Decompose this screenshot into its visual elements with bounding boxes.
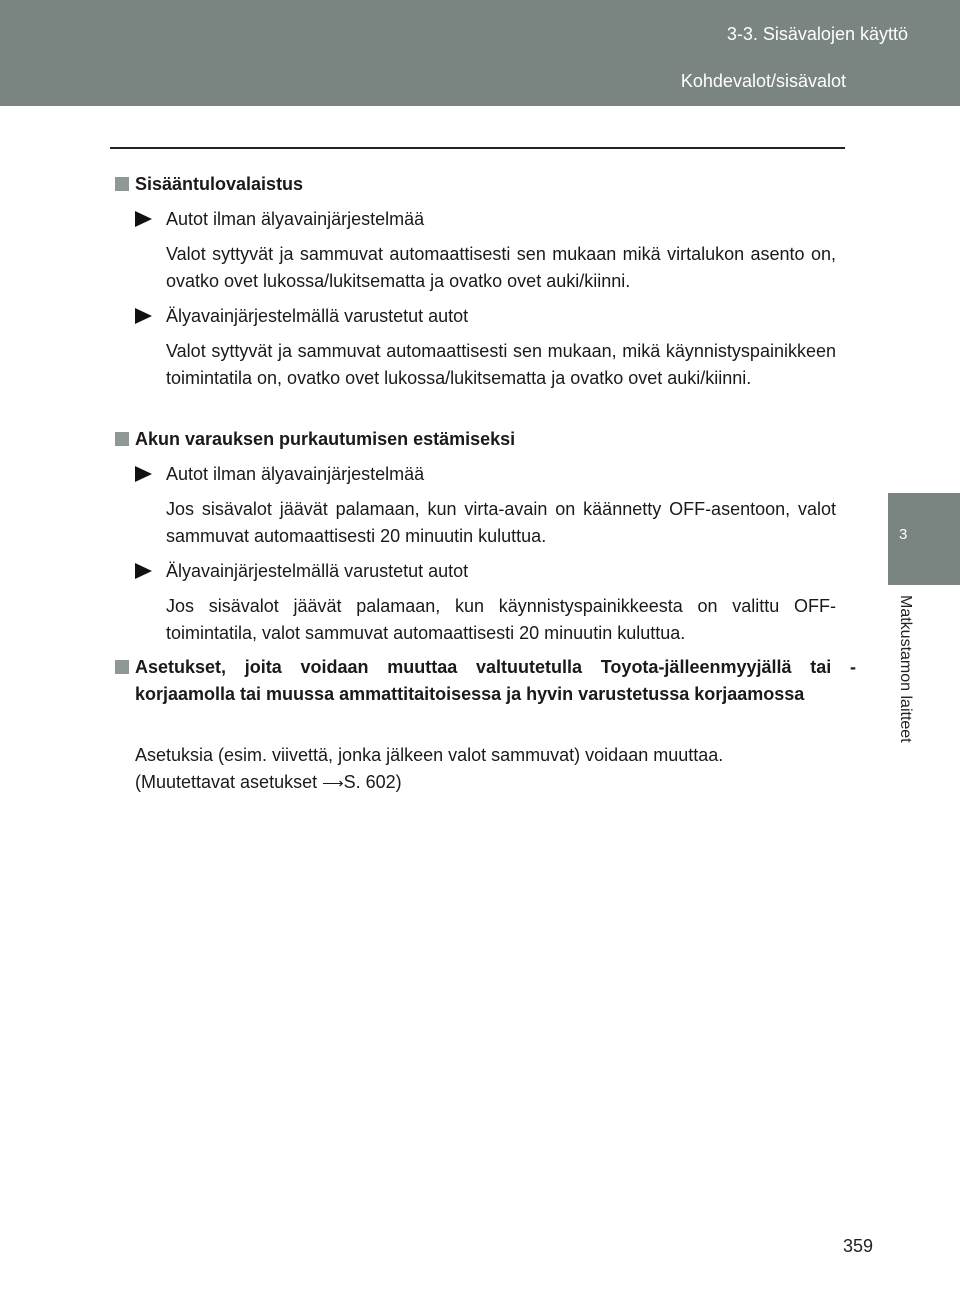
heading-text: Akun varauksen purkautumisen estämiseksi [135, 429, 516, 449]
bullet-text: Autot ilman älyavainjärjestelmää [166, 464, 425, 484]
chapter-title: Matkustamon laitteet [897, 595, 914, 743]
bullet [135, 461, 836, 488]
section-title: 3-3. Sisävalojen käyttö [726, 24, 908, 44]
square-bullet-icon [115, 432, 129, 446]
paragraph: Jos sisävalot jäävät palamaan, kun virta-avain on käännetty OFF-asentoon, valot sammuvat automaattisesti 20 minuutin kuluttua. [166, 499, 836, 546]
square-bullet-icon [115, 177, 129, 191]
triangle-bullet-icon [135, 563, 152, 579]
paragraph: Jos sisävalot jäävät palamaan, kun käynnistyspainikkeesta on valittu OFF-toimintatila, valot sammuvat automaattisesti 20 minuutin kuluttua. [166, 596, 836, 643]
bullet [135, 558, 836, 585]
divider [110, 147, 845, 149]
bullet-text: Autot ilman älyavainjärjestelmää [166, 209, 425, 229]
page-number: 359 [843, 1236, 874, 1256]
page-reference-link[interactable]: S. 602) [343, 772, 402, 792]
bullet [135, 206, 836, 233]
bullet-text: Älyavainjärjestelmällä varustetut autot [166, 561, 469, 581]
chapter-number: 3 [899, 526, 908, 543]
ref-prefix: (Muutettavat asetukset [135, 772, 323, 792]
arrow-right-icon: ⟶ [322, 775, 344, 792]
paragraph [135, 769, 836, 798]
bullet-text: Älyavainjärjestelmällä varustetut autot [166, 306, 469, 326]
subsection-title: Kohdevalot/sisävalot [680, 71, 846, 91]
paragraph: Valot syttyvät ja sammuvat automaattisesti sen mukaan, mikä käynnistyspainikkeen toimintatila on, ovatko ovet lukossa/lukitsematta ja ovatko ovet auki/kiinni. [166, 341, 836, 388]
bullet [135, 303, 836, 330]
triangle-bullet-icon [135, 308, 152, 324]
paragraph: Valot syttyvät ja sammuvat automaattisesti sen mukaan mikä virtalukon asento on, ovatko ovet lukossa/lukitsematta ja ovatko ovet auki/kiinni. [166, 244, 836, 291]
heading-battery [115, 426, 836, 453]
heading-text: Sisääntulovalaistus [135, 174, 304, 194]
heading-settings [115, 654, 856, 707]
paragraph: Asetuksia (esim. viivettä, jonka jälkeen valot sammuvat) voidaan muuttaa. [135, 745, 724, 765]
triangle-bullet-icon [135, 211, 152, 227]
header-bar [0, 0, 960, 106]
heading-text: Asetukset, joita voidaan muuttaa valtuutetulla Toyota-jälleenmyyjällä tai -korjaamolla tai muussa ammattitaitoisessa ja hyvin varustetussa korjaamossa [135, 657, 856, 704]
heading-entry-lighting [115, 171, 836, 198]
triangle-bullet-icon [135, 466, 152, 482]
square-bullet-icon [115, 660, 129, 674]
